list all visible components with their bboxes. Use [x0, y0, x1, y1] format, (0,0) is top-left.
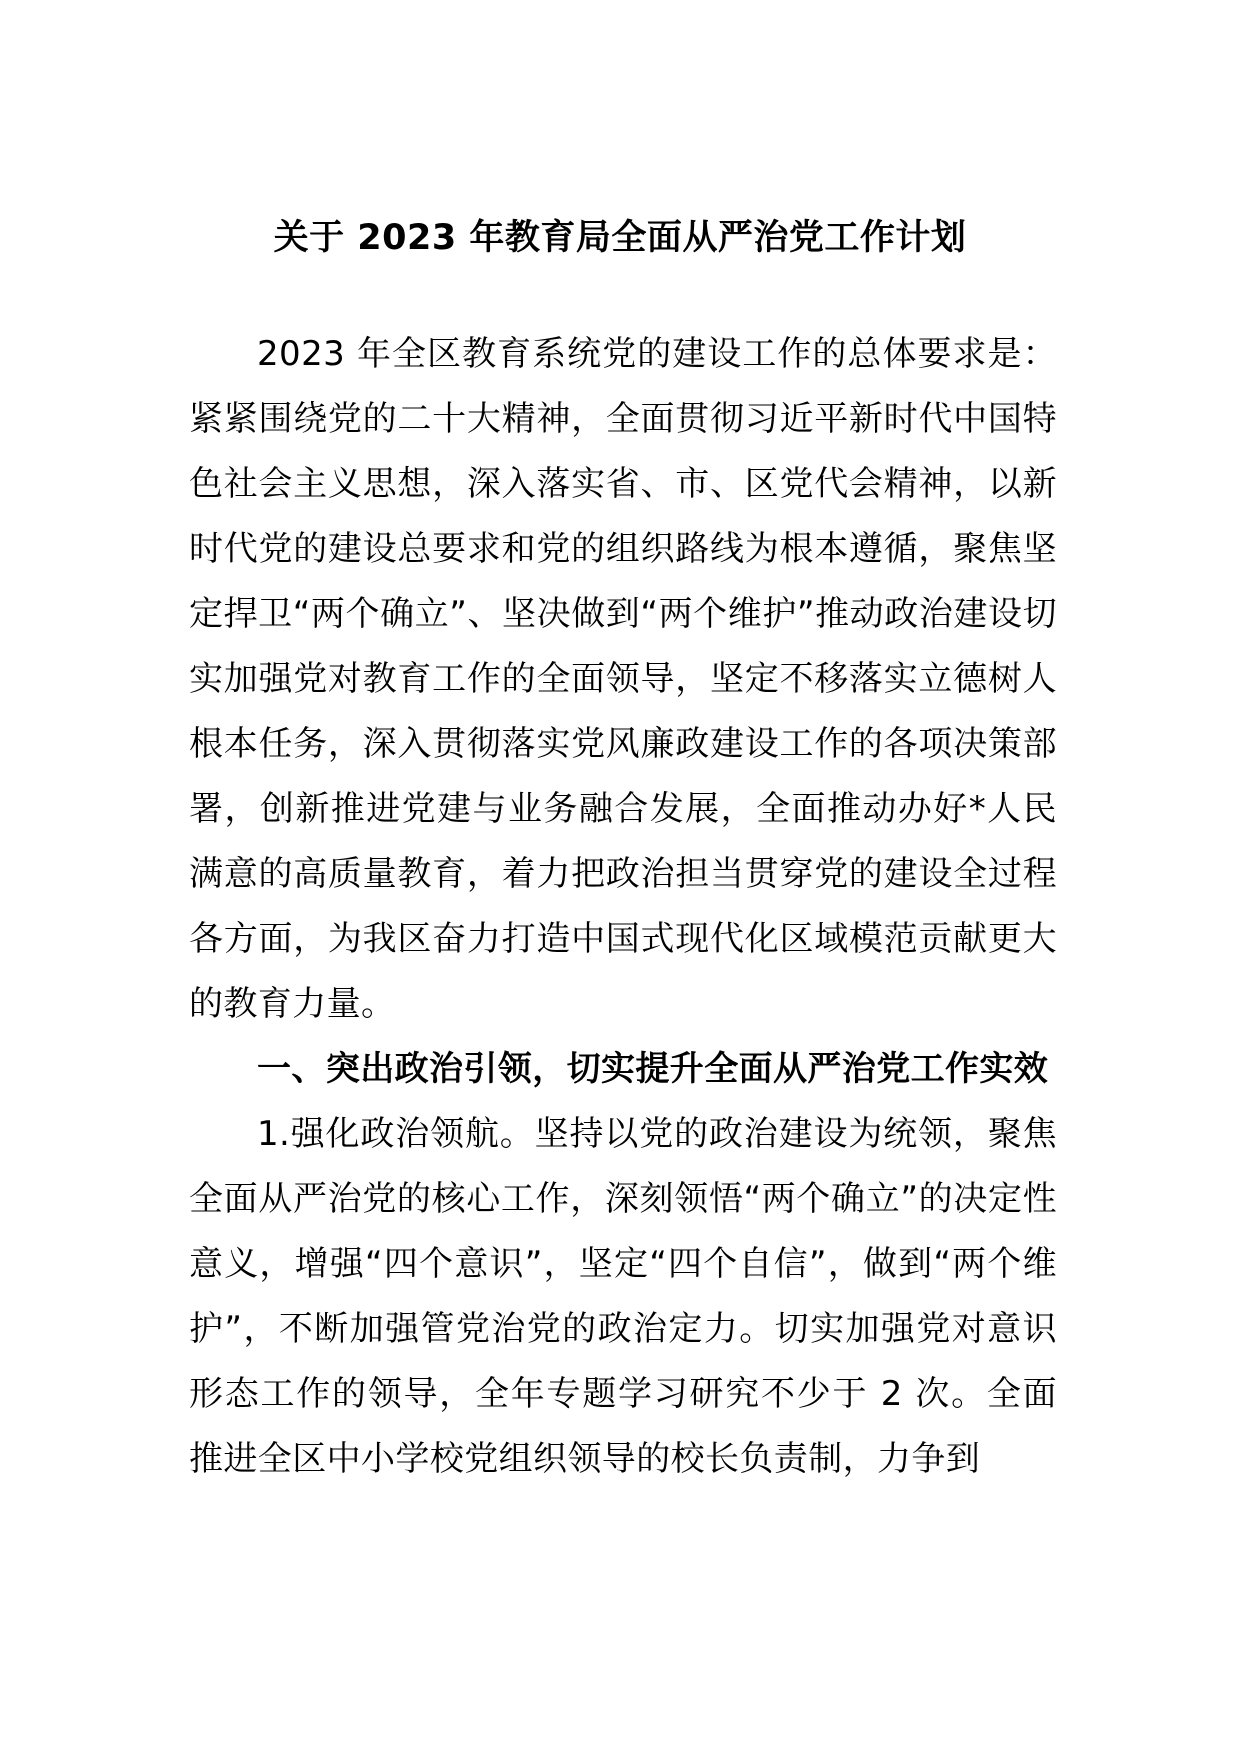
section-heading: 一、突出政治引领，切实提升全面从严治党工作实效: [257, 1049, 1049, 1089]
document-title: 关于 2023 年教育局全面从严治党工作计划: [273, 218, 967, 258]
document-body: [189, 322, 1057, 1492]
intro-paragraph: 2023 年全区教育系统党的建设工作的总体要求是：紧紧围绕党的二十大精神，全面贯彻习近平新时代中国特色社会主义思想，深入落实省、市、区党代会精神，以新时代党的建设总要求和党的组织路线为根本遵循，聚焦坚定捍卫“两个确立”、坚决做到“两个维护”推动政治建设切实加强党对教育工作的全面领导，坚定不移落实立德树人根本任务，深入贯彻落实党风廉政建设工作的各项决策部署，创新推进党建与业务融合发展，全面推动办好*人民满意的高质量教育，着力把政治担当贯穿党的建设全过程各方面，为我区奋力打造中国式现代化区域模范贡献更大的教育力量。: [189, 334, 1057, 1024]
section-paragraph: 1.强化政治领航。坚持以党的政治建设为统领，聚焦全面从严治党的核心工作，深刻领悟“两个确立”的决定性意义，增强“四个意识”，坚定“四个自信”，做到“两个维护”，不断加强管党治党的政治定力。切实加强党对意识形态工作的领导，全年专题学习研究不少于 2 次。全面推进全区中小学校党组织领导的校长负责制，力争到: [189, 1114, 1057, 1479]
